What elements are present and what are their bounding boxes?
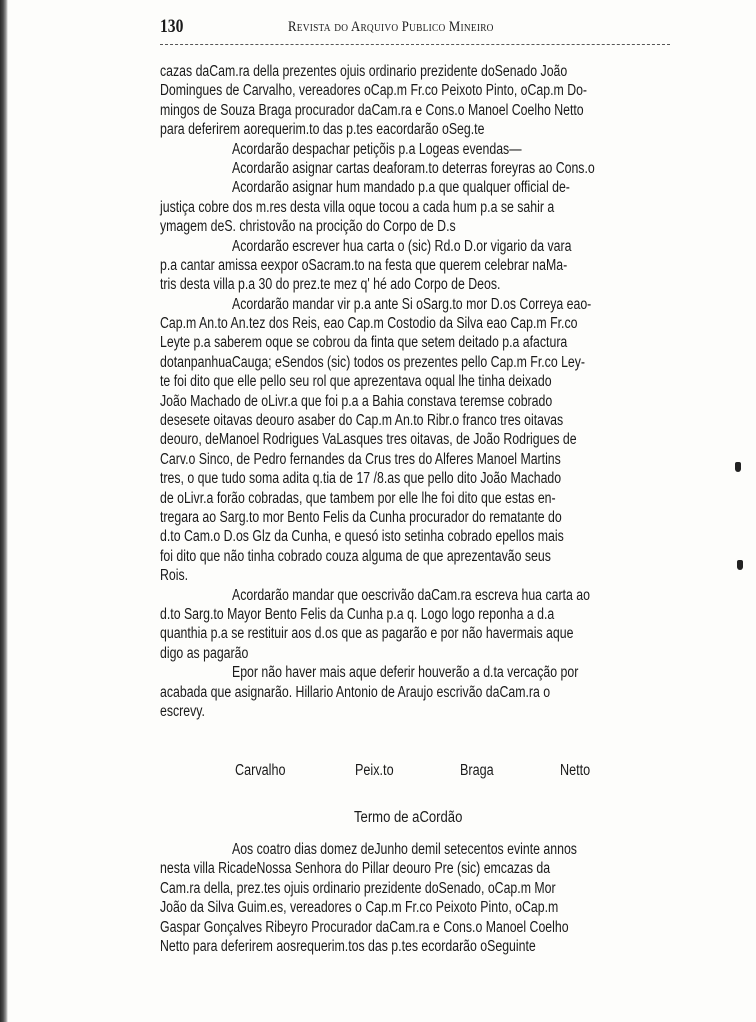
signature-braga: Braga bbox=[460, 762, 494, 779]
text-line: digo as pagarão bbox=[160, 644, 249, 662]
text-line: desesete oitavas deouro asaber do Cap.m An.to Ribr.o franco tres oitavas bbox=[160, 412, 564, 430]
text-line: Acordarão mandar que oescrivão daCam.ra escreva hua carta ao bbox=[232, 586, 590, 604]
page-header bbox=[160, 16, 680, 42]
text-line: justiça cobre dos m.res desta villa oque tocou a cada hum p.a se sahir a bbox=[160, 198, 555, 216]
text-line: João Machado de oLivr.a que foi p.a a Bahia constava teremse cobrado bbox=[160, 392, 553, 410]
text-line: Aos coatro dias domez deJunho demil setecentos evinte annos bbox=[232, 841, 577, 858]
text-line: d.to Cam.o D.os Glz da Cunha, e quesó isto setinha cobrado epellos mais bbox=[160, 528, 564, 546]
text-line: ymagem deS. christovão na procição do Corpo de D.s bbox=[160, 218, 456, 236]
text-line: de oLivr.a forão cobradas, que tambem por elle lhe foi dito que estas en- bbox=[160, 489, 556, 507]
page-binding-edge bbox=[0, 0, 8, 1022]
text-line: Netto para deferirem aosrequerim.tos das p.tes ecordarão oSeguinte bbox=[160, 937, 536, 955]
text-line: tris desta villa p.a 30 do prez.te mez q' hé ado Corpo de Deos. bbox=[160, 276, 501, 294]
text-line: Acordarão asignar hum mandado p.a que qualquer official de- bbox=[232, 179, 570, 197]
text-line: para deferirem aorequerim.to das p.tes eacordarão oSeg.te bbox=[160, 121, 485, 139]
closing-text bbox=[160, 840, 676, 956]
text-line: dotanpanhuaCauga; eSendos (sic) todos os prezentes pello Cap.m Fr.co Ley- bbox=[160, 353, 586, 371]
text-line: d.to Sarg.to Mayor Bento Felis da Cunha p.a q. Logo logo reponha a d.a bbox=[160, 605, 555, 623]
text-line: Domingues de Carvalho, vereadores oCap.m Fr.co Peixoto Pinto, oCap.m Do- bbox=[160, 82, 588, 100]
margin-mark bbox=[737, 560, 743, 570]
text-line: Gaspar Gonçalves Ribeyro Procurador daCam.ra e Cons.o Manoel Coelho bbox=[160, 918, 569, 936]
text-line: tregara ao Sarg.to mor Bento Felis da Cunha procurador do rematante do bbox=[160, 508, 562, 526]
text-line: Acordarão despachar petiçõis p.a Logeas evendas— bbox=[232, 140, 522, 158]
text-line: Epor não haver mais aque deferir houverão a d.ta vercação por bbox=[232, 664, 579, 682]
text-line: acabada que asignarão. Hillario Antonio de Araujo escrivão daCam.ra o bbox=[160, 683, 551, 701]
signature-carvalho: Carvalho bbox=[235, 762, 286, 779]
text-line: Rois. bbox=[160, 567, 189, 585]
text-line: p.a cantar amissa eexpor oSacram.to na festa que querem celebrar naMa- bbox=[160, 256, 568, 274]
text-line: Cam.ra della, prez.tes ojuis ordinario prezidente doSenado, oCap.m Mor bbox=[160, 879, 556, 897]
text-line: mingos de Souza Braga procurador daCam.ra e Cons.o Manoel Coelho Netto bbox=[160, 101, 584, 119]
signature-netto: Netto bbox=[560, 762, 591, 779]
page-number: 130 bbox=[160, 16, 184, 37]
text-line: cazas daCam.ra della prezentes ojuis ordinario prezidente doSenado João bbox=[160, 63, 568, 80]
text-line: te foi dito que elle pello seu rol que aprezentava oqual lhe tinha deixado bbox=[160, 373, 552, 391]
text-line: Acordarão mandar vir p.a ante Si oSarg.to mor D.os Correya eao- bbox=[232, 295, 592, 313]
running-head: Revista do Arquivo Publico Mineiro bbox=[288, 19, 494, 35]
signatures-row bbox=[235, 762, 635, 782]
header-rule bbox=[160, 44, 670, 45]
text-line: Acordarão asignar cartas deaforam.to deterras foreyras ao Cons.o bbox=[232, 159, 595, 177]
main-text bbox=[160, 62, 676, 721]
text-line: Carv.o Sinco, de Pedro fernandes da Crus tres do Alferes Manoel Martins bbox=[160, 450, 561, 468]
section-title: Termo de aCordão bbox=[354, 809, 463, 826]
text-line: João da Silva Guim.es, vereadores o Cap.m Fr.co Peixoto Pinto, oCap.m bbox=[160, 899, 559, 917]
text-line: nesta villa RicadeNossa Senhora do Pillar deouro Pre (sic) emcazas da bbox=[160, 860, 551, 878]
text-line: deouro, deManoel Rodrigues VaLasques tres oitavas, de João Rodrigues de bbox=[160, 431, 577, 449]
text-line: Leyte p.a saberem oque se cobrou da finta que setem deitado p.a afactura bbox=[160, 334, 568, 352]
text-line: Acordarão escrever hua carta o (sic) Rd.o D.or vigario da vara bbox=[232, 237, 572, 255]
text-line: tres, o que tudo soma adita q.tia de 17 /8.as que pello dito João Machado bbox=[160, 470, 562, 488]
signature-peixoto: Peix.to bbox=[355, 762, 394, 779]
margin-mark bbox=[735, 462, 741, 472]
text-line: foi dito que não tinha cobrado couza alguma de que aprezentavão seus bbox=[160, 547, 551, 565]
text-line: quanthia p.a se restituir aos d.os que as pagarão e por não havermais aque bbox=[160, 625, 574, 643]
text-line: Cap.m An.to An.tez dos Reis, eao Cap.m Costodio da Silva eao Cap.m Fr.co bbox=[160, 315, 578, 333]
text-line: escrevy. bbox=[160, 702, 205, 720]
